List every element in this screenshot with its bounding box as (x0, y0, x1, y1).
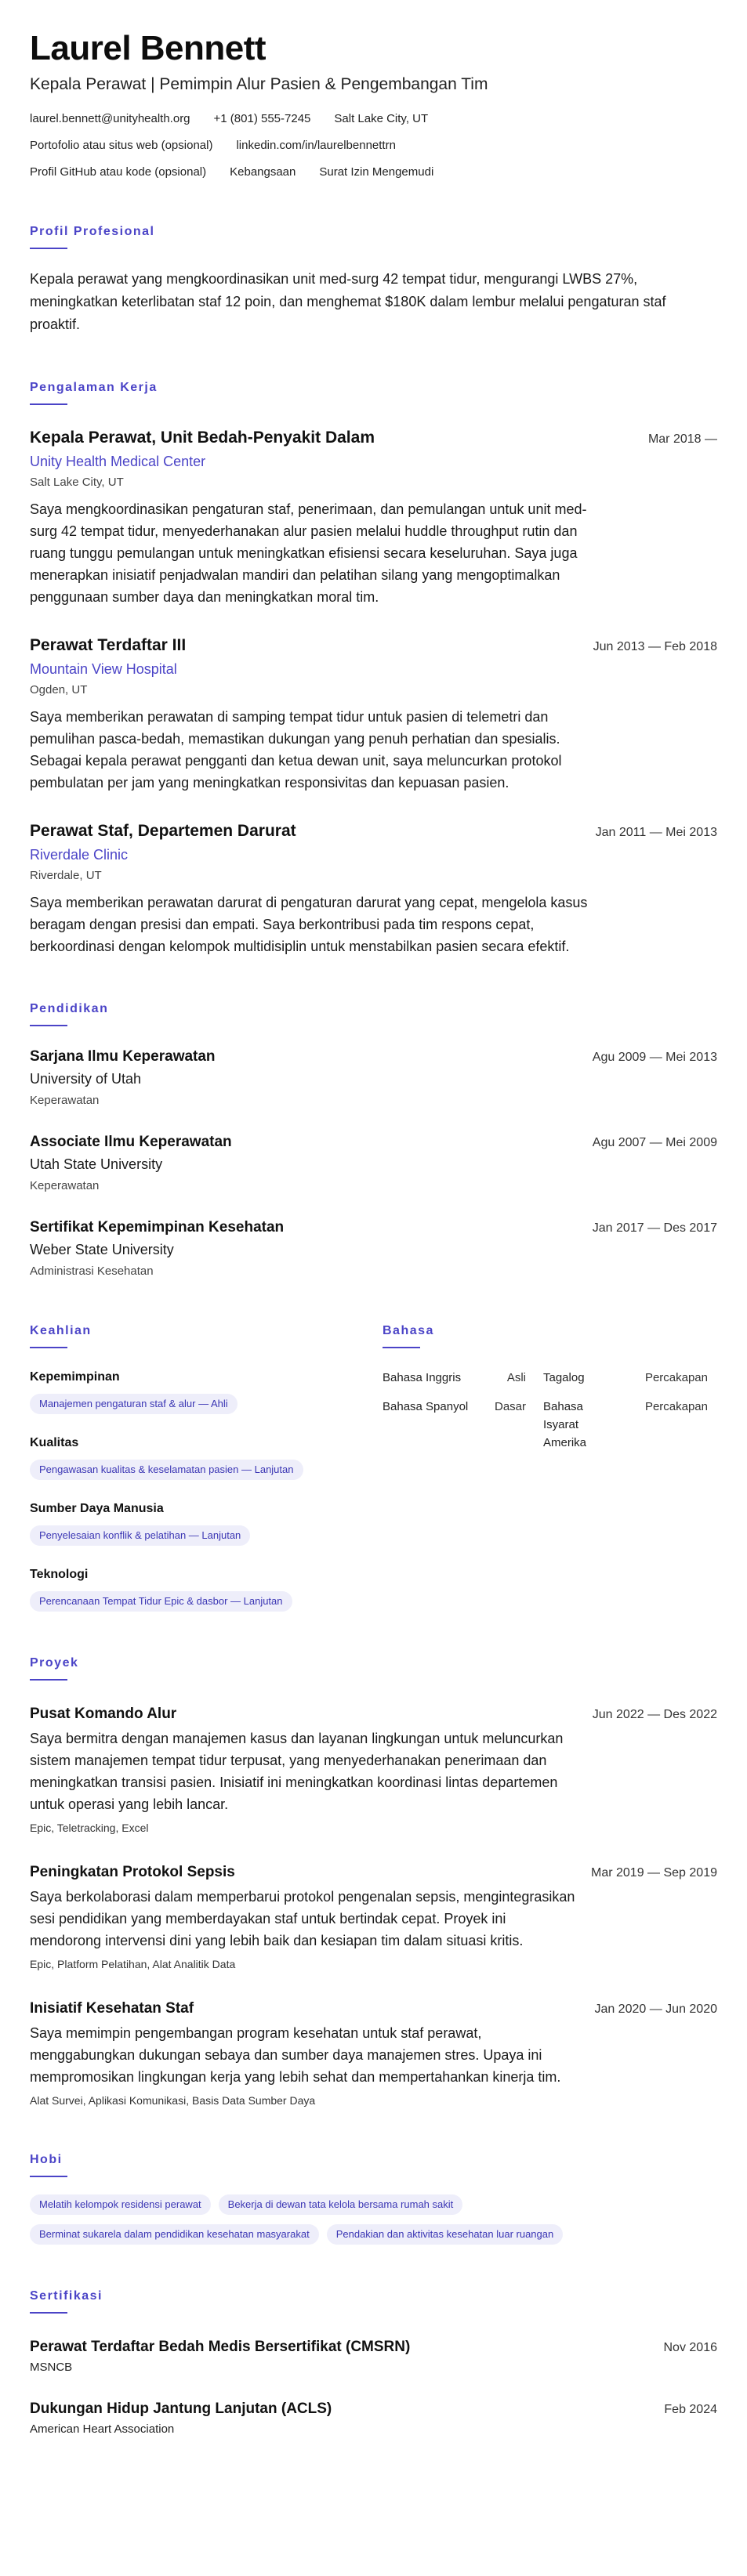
section-divider (30, 403, 67, 405)
project-date: Jun 2022 — Des 2022 (592, 1708, 717, 1721)
hobby-chip: Pendakian dan aktivitas kesehatan luar ruangan (327, 2224, 564, 2245)
project-name: Peningkatan Protokol Sepsis (30, 1864, 235, 1880)
study-field: Keperawatan (30, 1094, 100, 1107)
projects-section (30, 1655, 717, 2108)
employer-name: Mountain View Hospital (30, 661, 177, 677)
section-title: Sertifikasi (30, 2289, 103, 2303)
skill-group (30, 1435, 383, 1480)
project-name: Pusat Komando Alur (30, 1706, 177, 1722)
language-level: Dasar (494, 1400, 526, 1413)
candidate-name: Laurel Bennett (30, 29, 267, 67)
degree-title: Associate Ilmu Keperawatan (30, 1134, 232, 1150)
job-title: Perawat Terdaftar III (30, 636, 187, 654)
skill-chip: Pengawasan kualitas & keselamatan pasien — Lanjutan (30, 1460, 303, 1480)
employer-name: Riverdale Clinic (30, 847, 129, 863)
section-title: Pengalaman Kerja (30, 381, 158, 394)
section-divider (30, 1347, 67, 1348)
certification-name: Perawat Terdaftar Bedah Medis Bersertifikat (CMSRN) (30, 2339, 411, 2355)
project-description: Saya bermitra dengan manajemen kasus dan layanan lingkungan untuk meluncurkan sistem manajemen tempat tidur terpusat, yang menyederhanakan penerimaan dan meningkatkan transisi pasien. Inisiatif ini meningkatkan koordinasi lintas departemen untuk operasi yang lebih lancar. (30, 1731, 564, 1812)
language-name: Bahasa Inggris (383, 1371, 462, 1384)
candidate-headline: Kepala Perawat | Pemimpin Alur Pasien & Pengembangan Tim (30, 75, 488, 93)
language-level: Asli (506, 1371, 526, 1384)
language-item (543, 1398, 708, 1452)
language-item (543, 1369, 708, 1387)
degree-title: Sertifikat Kepemimpinan Kesehatan (30, 1219, 285, 1236)
language-item (383, 1398, 543, 1452)
hobby-list (30, 2194, 704, 2245)
job-title: Kepala Perawat, Unit Bedah-Penyakit Dalam (30, 429, 375, 447)
skill-group (30, 1500, 383, 1546)
section-divider (383, 1347, 420, 1348)
contact-location: Salt Lake City, UT (334, 112, 429, 125)
contact-email-link[interactable]: laurel.bennett@unityhealth.org (30, 112, 190, 125)
skill-group (30, 1369, 383, 1414)
project-description: Saya memimpin pengembangan program kesehatan untuk staf perawat, menggabungkan dukungan sebaya dan sumber daya manajemen stres. Upaya ini mempromosikan lingkungan kerja yang lebih sehat dan mempertahankan kinerja tim. (30, 2025, 561, 2085)
language-name: Bahasa Spanyol (383, 1400, 469, 1413)
section-title: Proyek (30, 1656, 79, 1670)
section-title: Pendidikan (30, 1002, 109, 1015)
school-name: Utah State University (30, 1156, 163, 1172)
employer-name: Unity Health Medical Center (30, 454, 206, 469)
job-description: Saya memberikan perawatan darurat di pengaturan darurat yang cepat, mengelola kasus beragam dengan presisi dan empati. Saya berkontribusi pada tim respons cepat, berkoordinasi dengan kelompok multidisiplin untuk menstabilkan pasien secara efektif. (30, 895, 588, 954)
education-entry (30, 1132, 717, 1194)
section-title: Hobi (30, 2153, 63, 2166)
education-date: Jan 2017 — Des 2017 (592, 1221, 717, 1235)
contact-list (30, 111, 578, 180)
job-location: Salt Lake City, UT (30, 476, 124, 489)
experience-section (30, 380, 717, 957)
project-entry (30, 1862, 717, 1972)
language-item (383, 1369, 543, 1387)
certification-date: Nov 2016 (663, 2341, 717, 2354)
job-title: Perawat Staf, Departemen Darurat (30, 822, 296, 840)
skill-chip: Penyelesaian konflik & pelatihan — Lanjutan (30, 1525, 250, 1546)
section-divider (30, 2312, 67, 2314)
language-name: Tagalog (543, 1371, 585, 1384)
language-level: Percakapan (644, 1371, 708, 1384)
section-divider (30, 1679, 67, 1681)
section-divider (30, 2176, 67, 2177)
contact-license: Surat Izin Mengemudi (319, 165, 434, 179)
skill-category: Teknologi (30, 1568, 89, 1581)
section-divider (30, 1025, 67, 1026)
certification-date: Feb 2024 (664, 2403, 717, 2416)
experience-entry (30, 635, 717, 794)
skill-category: Sumber Daya Manusia (30, 1502, 164, 1515)
project-date: Jan 2020 — Jun 2020 (594, 2003, 717, 2016)
contact-phone: +1 (801) 555-7245 (213, 112, 311, 125)
contact-github-link[interactable]: Profil GitHub atau kode (opsional) (30, 165, 207, 179)
certification-issuer: MSNCB (30, 2361, 73, 2374)
skill-chip: Perencanaan Tempat Tidur Epic & dasbor — Lanjutan (30, 1591, 292, 1612)
certification-name: Dukungan Hidup Jantung Lanjutan (ACLS) (30, 2401, 332, 2417)
education-date: Agu 2009 — Mei 2013 (592, 1051, 717, 1064)
project-description: Saya berkolaborasi dalam memperbarui protokol pengenalan sepsis, mengintegrasikan sesi pendidikan yang memberdayakan staf untuk bertindak cepat. Proyek ini mendorong intervensi dini yang lebih baik dan kesiapan tim dalam situasi kritis. (30, 1889, 575, 1948)
section-title: Keahlian (30, 1324, 92, 1337)
job-location: Riverdale, UT (30, 869, 102, 882)
contact-citizenship: Kebangsaan (230, 165, 296, 179)
profile-summary: Kepala perawat yang mengkoordinasikan unit med-surg 42 tempat tidur, mengurangi LWBS 27%, meningkatkan keterlibatan staf 12 poin, dan menghemat $180K dalam lembur melalui pengaturan staf proaktif. (30, 271, 666, 332)
education-entry (30, 1047, 717, 1109)
section-title: Bahasa (383, 1324, 434, 1337)
project-name: Inisiatif Kesehatan Staf (30, 2000, 194, 2017)
education-entry (30, 1217, 717, 1279)
language-name: Bahasa Isyarat Amerika (543, 1400, 587, 1449)
certifications-section (30, 2288, 717, 2437)
project-entry (30, 1999, 717, 2108)
skill-chip: Manajemen pengaturan staf & alur — Ahli (30, 1394, 238, 1414)
job-description: Saya mengkoordinasikan pengaturan staf, penerimaan, dan pemulangan untuk unit med-surg 42 tempat tidur, menyederhanakan alur pasien melalui huddle throughput rutin dan ruang tunggu pemulangan untuk meningkatkan efisiensi secara keseluruhan. Saya juga menerapkan inisiatif penjadwalan mandiri dan pelatihan silang yang mengoptimalkan penggunaan sumber daya dan meningkatkan moral tim. (30, 501, 587, 605)
project-tools: Epic, Teletracking, Excel (30, 1822, 149, 1834)
project-tools: Alat Survei, Aplikasi Komunikasi, Basis Data Sumber Daya (30, 2094, 316, 2107)
skills-section (30, 1323, 383, 1612)
experience-entry (30, 427, 717, 608)
school-name: Weber State University (30, 1242, 174, 1257)
hobbies-section (30, 2152, 717, 2245)
profile-section (30, 224, 717, 336)
resume-header (30, 28, 717, 180)
contact-portfolio-link[interactable]: Portofolio atau situs web (opsional) (30, 139, 213, 152)
job-date: Jun 2013 — Feb 2018 (593, 640, 717, 653)
experience-entry (30, 820, 717, 957)
skill-group (30, 1566, 383, 1612)
hobby-chip: Berminat sukarela dalam pendidikan kesehatan masyarakat (30, 2224, 319, 2245)
job-date: Mar 2018 — (647, 432, 717, 446)
skill-category: Kualitas (30, 1436, 79, 1449)
certification-entry (30, 2399, 717, 2437)
hobby-chip: Bekerja di dewan tata kelola bersama rumah sakit (219, 2194, 463, 2215)
project-date: Mar 2019 — Sep 2019 (591, 1866, 717, 1880)
language-level: Percakapan (644, 1400, 708, 1413)
education-section (30, 1001, 717, 1279)
study-field: Keperawatan (30, 1179, 100, 1192)
certification-entry (30, 2337, 717, 2375)
project-tools: Epic, Platform Pelatihan, Alat Analitik Data (30, 1958, 236, 1970)
contact-linkedin-link[interactable]: linkedin.com/in/laurelbennettrn (236, 139, 396, 152)
job-location: Ogden, UT (30, 683, 88, 696)
skill-category: Kepemimpinan (30, 1370, 120, 1384)
project-entry (30, 1704, 717, 1836)
job-date: Jan 2011 — Mei 2013 (595, 826, 717, 839)
job-description: Saya memberikan perawatan di samping tempat tidur untuk pasien di telemetri dan pemulihan pasca-bedah, memastikan dukungan yang penuh perhatian dan spesialis. Sebagai kepala perawat pengganti dan ketua dewan unit, saya meluncurkan protokol pembulatan per jam yang meningkatkan responsivitas dan kepuasan pasien. (30, 709, 562, 791)
skills-languages-row (30, 1323, 717, 1612)
section-title: Profil Profesional (30, 225, 155, 238)
degree-title: Sarjana Ilmu Keperawatan (30, 1048, 216, 1065)
certification-issuer: American Heart Association (30, 2422, 175, 2436)
languages-section (383, 1323, 708, 1612)
education-date: Agu 2007 — Mei 2009 (592, 1136, 717, 1149)
section-divider (30, 248, 67, 249)
study-field: Administrasi Kesehatan (30, 1264, 154, 1278)
language-list (383, 1369, 708, 1452)
school-name: University of Utah (30, 1071, 142, 1087)
hobby-chip: Melatih kelompok residensi perawat (30, 2194, 211, 2215)
